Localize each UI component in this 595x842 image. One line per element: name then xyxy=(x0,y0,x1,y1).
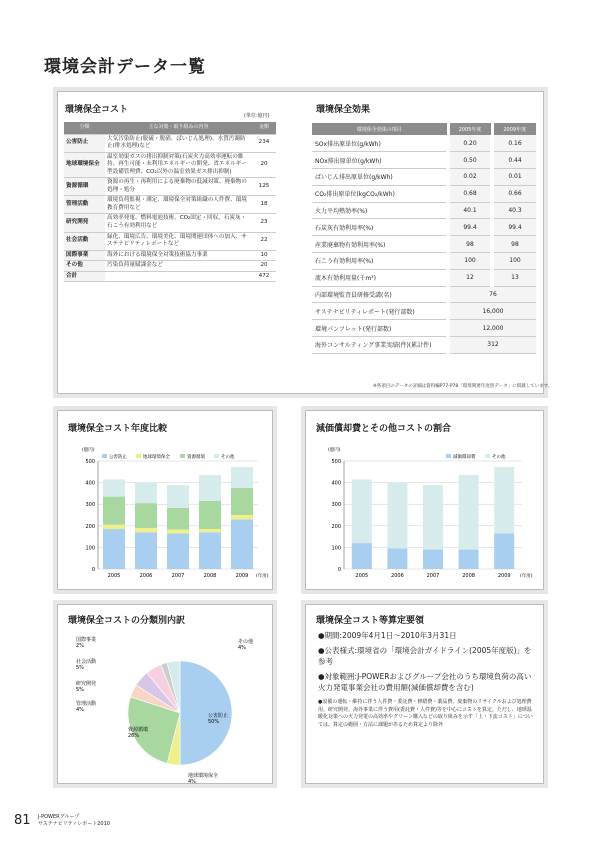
effect-header: 環境保全効果の項目 xyxy=(312,123,448,135)
effect-item: 石炭灰有効利用率(%) xyxy=(312,219,448,236)
pie-label: 公害防止 xyxy=(208,713,229,719)
effect-item: NOx排出原単位(g/kWh) xyxy=(312,152,448,169)
effect-span-row xyxy=(312,337,536,354)
bar-資源循環 xyxy=(103,497,125,525)
bar-その他 xyxy=(423,485,443,549)
y-tick-label: 300 xyxy=(85,502,95,509)
cost-amount: 20 xyxy=(252,152,276,178)
y-tick-label: 200 xyxy=(85,523,95,530)
legend-swatch xyxy=(214,454,219,458)
legend-swatch xyxy=(136,454,141,458)
effect-row xyxy=(312,269,536,286)
effect-2009: 0.01 xyxy=(492,169,536,186)
effect-item: 産業廃棄物有効利用率(%) xyxy=(312,236,448,253)
legend-label: 公害防止 xyxy=(109,455,127,460)
top-panel xyxy=(57,91,553,394)
bar-地球環境保全 xyxy=(199,529,221,532)
effect-span-row xyxy=(312,286,536,303)
cost-desc: 温室効果ガスの排出抑制対策(石炭火力高効率運転の維持、再生可能・未利用エネルギーの開発、省エネルギー型設備管理費、CO₂以外の温室効果ガス排出抑制) xyxy=(105,152,252,178)
legend-label: その他 xyxy=(221,455,235,460)
effect-2009: 100 xyxy=(492,253,536,270)
bar-資源循環 xyxy=(199,501,221,529)
cost-category: 管理活動 xyxy=(64,196,105,214)
cost-amount: 10 xyxy=(252,250,276,261)
bar-地球環境保全 xyxy=(103,525,125,529)
bar-その他 xyxy=(167,485,189,508)
legend-label: 地球環境保全 xyxy=(143,455,170,460)
effect-item: SOx排出原単位(g/kWh) xyxy=(312,135,448,152)
pie-pct: 26% xyxy=(128,733,140,739)
y-axis-label: (億円) xyxy=(328,448,341,453)
chart1-panel xyxy=(57,410,273,590)
bar-その他 xyxy=(387,483,407,549)
y-tick-label: 0 xyxy=(337,567,341,573)
pie-pct: 4% xyxy=(188,779,196,783)
criteria-title: 環境保全コスト等算定要領 xyxy=(316,616,425,626)
effect-2005: 0.20 xyxy=(448,135,492,152)
legend-label: 減価償却費 xyxy=(453,455,476,460)
cost-row xyxy=(64,134,276,152)
effect-2005: 99.4 xyxy=(448,219,492,236)
effect-2005: 12 xyxy=(448,269,492,286)
cost-category: 資源循環 xyxy=(64,178,105,196)
criteria-item: ●公表様式:環境省の「環境会計ガイドライン(2005年度版)」を参考 xyxy=(318,645,532,666)
effect-value: 12,000 xyxy=(448,320,536,337)
x-tick-label: 2006 xyxy=(391,573,404,579)
bar-地球環境保全 xyxy=(135,528,157,532)
y-tick-label: 100 xyxy=(331,545,341,552)
cost-row xyxy=(64,232,276,250)
effect-item: 流木有効利用量(千m³) xyxy=(312,269,448,286)
effect-2009: 0.66 xyxy=(492,185,536,202)
chart2-panel xyxy=(305,410,544,590)
effect-2009: 0.44 xyxy=(492,152,536,169)
legend-swatch xyxy=(446,454,451,458)
effect-note: ※各項目のデータの詳細は資料編P77-P78「環境関連年度別データ」に掲載しています。 xyxy=(373,384,553,389)
bar-その他 xyxy=(199,475,221,501)
legend-swatch xyxy=(485,454,490,458)
y-tick-label: 0 xyxy=(91,567,95,573)
chart1-title: 環境保全コスト年度比較 xyxy=(68,424,168,434)
x-tick-label: 2008 xyxy=(203,573,217,579)
pie-label: 国際事業 xyxy=(76,637,97,643)
cost-total-row xyxy=(64,271,276,282)
criteria-note: ●設備の運転・維持に伴う人件費・委託費・修繕費・薬品費、廃棄物のリサイクルおよび処理費用、研究開発、海外事業に伴う費用(委託費・人件費)等を中心にコストを算定。ただし、地球温暖化対策への火力発電の高効率やグリーン購入などの取り組みを示す「上・下流コスト」については、算定の範囲・方法に課題があるため算定より除外 xyxy=(318,699,533,728)
bar-地球環境保全 xyxy=(167,529,189,533)
x-tick-label: 2009 xyxy=(497,573,511,579)
effect-2005: 0.02 xyxy=(448,169,492,186)
effect-item: 火力平均熱効率(%) xyxy=(312,202,448,219)
bar-減価償却費 xyxy=(459,550,479,569)
pie-label: その他 xyxy=(238,639,254,645)
criteria-panel xyxy=(305,604,544,784)
x-tick-label: 2008 xyxy=(462,573,475,579)
effect-item: 石こう有効利用率(%) xyxy=(312,253,448,270)
cost-desc: 資源の再生・再利用による廃棄物の低減対策、廃棄物の処理・処分 xyxy=(105,178,252,196)
cost-category: 社会活動 xyxy=(64,232,105,250)
cost-row xyxy=(64,196,276,214)
x-tick-label: 2009 xyxy=(235,573,249,579)
legend-swatch xyxy=(180,454,185,458)
cost-desc: 大気汚染防止(脱硫・脱硝、ばいじん処理)、水質汚濁防止(排水処理)など xyxy=(105,134,252,152)
pie-pct: 5% xyxy=(76,687,84,693)
cost-unit: (単位:億円) xyxy=(244,113,270,119)
effect-row xyxy=(312,219,536,236)
x-tick-label: 2005 xyxy=(107,573,121,579)
bar-資源循環 xyxy=(167,508,189,530)
cost-desc: 環境負荷監視・測定、環境保全対策組織の人件費、環境教育費用など xyxy=(105,196,252,214)
cost-total-label: 合計 xyxy=(64,271,105,282)
x-tick-label: 2005 xyxy=(355,573,369,579)
criteria-item: ●期間:2009年4月1日〜2010年3月31日 xyxy=(318,631,457,640)
cost-amount: 20 xyxy=(252,261,276,272)
effect-2005: 98 xyxy=(448,236,492,253)
effect-item: ばいじん排出原単位(g/kWh) xyxy=(312,169,448,186)
cost-amount: 22 xyxy=(252,232,276,250)
x-axis-suffix: (年度) xyxy=(256,574,269,579)
bar-公害防止 xyxy=(135,532,157,569)
pie-label: 研究開発 xyxy=(76,681,97,687)
cost-desc: 緑化、環境広告、環境美化、環境関連団体への加入、サステナビリティレポートなど xyxy=(105,232,252,250)
chart2-svg xyxy=(306,439,543,589)
y-tick-label: 100 xyxy=(85,545,95,552)
effect-span-row xyxy=(312,320,536,337)
cost-category: 国際事業 xyxy=(64,250,105,261)
page-title: 環境会計データ一覧 xyxy=(44,57,206,77)
effect-2005: 0.50 xyxy=(448,152,492,169)
pie-pct: 5% xyxy=(76,665,84,671)
effect-row xyxy=(312,202,536,219)
bar-資源循環 xyxy=(135,503,157,528)
bar-その他 xyxy=(459,475,479,550)
cost-desc: 汚染負荷量賦課金など xyxy=(105,261,252,272)
effect-header: 2009年度 xyxy=(492,123,536,135)
cost-category: 地球環境保全 xyxy=(64,152,105,178)
x-axis-suffix: (年度) xyxy=(520,574,533,579)
bar-その他 xyxy=(352,479,372,543)
effect-table-title: 環境保全効果 xyxy=(316,105,371,115)
chart2-title: 減価償却費とその他コストの割合 xyxy=(316,424,452,434)
cost-category: 研究開発 xyxy=(64,214,105,232)
y-tick-label: 500 xyxy=(331,459,341,465)
effect-row xyxy=(312,152,536,169)
effect-item: 環境パンフレット(発行部数) xyxy=(312,320,448,337)
effect-2009: 13 xyxy=(492,269,536,286)
cost-row xyxy=(64,178,276,196)
cost-table-title: 環境保全コスト xyxy=(65,105,129,115)
page-number: 81 xyxy=(14,813,31,828)
x-tick-label: 2007 xyxy=(171,573,185,579)
cost-amount: 23 xyxy=(252,214,276,232)
legend-swatch xyxy=(102,454,107,458)
cost-row xyxy=(64,214,276,232)
cost-desc: 海外における環境保全対策技術協力事業 xyxy=(105,250,252,261)
cost-desc: 高効率発電、燃料電池技術、CO₂固定・回収、石炭灰・石こう有効利用など xyxy=(105,214,252,232)
bar-減価償却費 xyxy=(352,543,372,569)
effect-row xyxy=(312,185,536,202)
cost-total: 472 xyxy=(252,271,276,282)
cost-header: 主な対策・取り組みの内容 xyxy=(105,122,252,134)
effect-2005: 100 xyxy=(448,253,492,270)
pie-pct: 4% xyxy=(238,645,246,651)
pie-panel xyxy=(57,604,273,784)
bar-公害防止 xyxy=(167,533,189,569)
cost-row xyxy=(64,261,276,272)
y-tick-label: 400 xyxy=(85,480,95,487)
y-tick-label: 300 xyxy=(331,502,341,509)
effect-table xyxy=(312,123,536,354)
effect-value: 16,000 xyxy=(448,303,536,320)
effect-value: 312 xyxy=(448,337,536,354)
effect-item: CO₂排出原単位(kgCO₂/kWh) xyxy=(312,185,448,202)
pie-label: 社会活動 xyxy=(76,659,97,665)
pie-pct: 2% xyxy=(76,643,84,649)
pie-title: 環境保全コストの分類別内訳 xyxy=(68,616,186,626)
footer-line2: サステナビリティレポート2010 xyxy=(38,820,110,827)
pie-pct: 50% xyxy=(208,719,220,725)
cost-header: 金額 xyxy=(252,122,276,134)
y-tick-label: 500 xyxy=(85,459,95,465)
bar-資源循環 xyxy=(231,488,253,515)
effect-2009: 0.16 xyxy=(492,135,536,152)
cost-category: 公害防止 xyxy=(64,134,105,152)
bar-その他 xyxy=(494,467,514,533)
cost-category: その他 xyxy=(64,261,105,272)
y-axis-label: (億円) xyxy=(82,448,95,453)
bar-公害防止 xyxy=(199,532,221,569)
bar-減価償却費 xyxy=(423,550,443,569)
x-tick-label: 2007 xyxy=(426,573,440,579)
y-tick-label: 400 xyxy=(331,480,341,487)
cost-row xyxy=(64,250,276,261)
bar-その他 xyxy=(103,479,125,496)
bar-公害防止 xyxy=(231,519,253,569)
effect-row xyxy=(312,253,536,270)
effect-row xyxy=(312,169,536,186)
effect-2009: 99.4 xyxy=(492,219,536,236)
effect-span-row xyxy=(312,303,536,320)
cost-header: 分類 xyxy=(64,122,105,134)
bar-その他 xyxy=(135,483,157,504)
criteria-item: ●対象範囲:J-POWERおよびグループ会社のうち環境負荷の高い火力発電事業会社の費用額(減価償却費を含む) xyxy=(318,671,532,692)
cost-row xyxy=(64,152,276,178)
pie-pct: 4% xyxy=(76,707,84,713)
effect-row xyxy=(312,135,536,152)
effect-item: 海外コンサルティング事業実績(件)(累計件) xyxy=(312,337,448,354)
pie-svg xyxy=(58,627,272,783)
pie-label: 資源循環 xyxy=(128,727,149,733)
effect-2009: 40.3 xyxy=(492,202,536,219)
legend-label: その他 xyxy=(492,455,506,460)
effect-item: サステナビリティレポート(発行部数) xyxy=(312,303,448,320)
bar-地球環境保全 xyxy=(231,515,253,519)
legend-label: 資源循環 xyxy=(187,455,205,460)
pie-label: 管理活動 xyxy=(76,701,97,707)
effect-2009: 98 xyxy=(492,236,536,253)
bar-減価償却費 xyxy=(387,548,407,569)
bar-公害防止 xyxy=(103,529,125,569)
effect-item: 内部環境監査員研修受講(名) xyxy=(312,286,448,303)
cost-amount: 234 xyxy=(252,134,276,152)
cost-amount: 125 xyxy=(252,178,276,196)
x-tick-label: 2006 xyxy=(139,573,153,579)
y-tick-label: 200 xyxy=(331,523,341,530)
effect-value: 76 xyxy=(448,286,536,303)
pie-label: 地球環境保全 xyxy=(188,773,219,779)
bar-減価償却費 xyxy=(494,533,514,569)
footer-text xyxy=(38,814,110,827)
footer-line1: J-POWERグループ xyxy=(38,814,80,820)
criteria-list xyxy=(318,631,536,729)
effect-2005: 40.1 xyxy=(448,202,492,219)
cost-amount: 18 xyxy=(252,196,276,214)
cost-table xyxy=(64,122,276,282)
chart1-svg xyxy=(58,439,272,589)
effect-row xyxy=(312,236,536,253)
effect-header: 2005年度 xyxy=(448,123,492,135)
effect-2005: 0.68 xyxy=(448,185,492,202)
bar-その他 xyxy=(231,467,253,488)
